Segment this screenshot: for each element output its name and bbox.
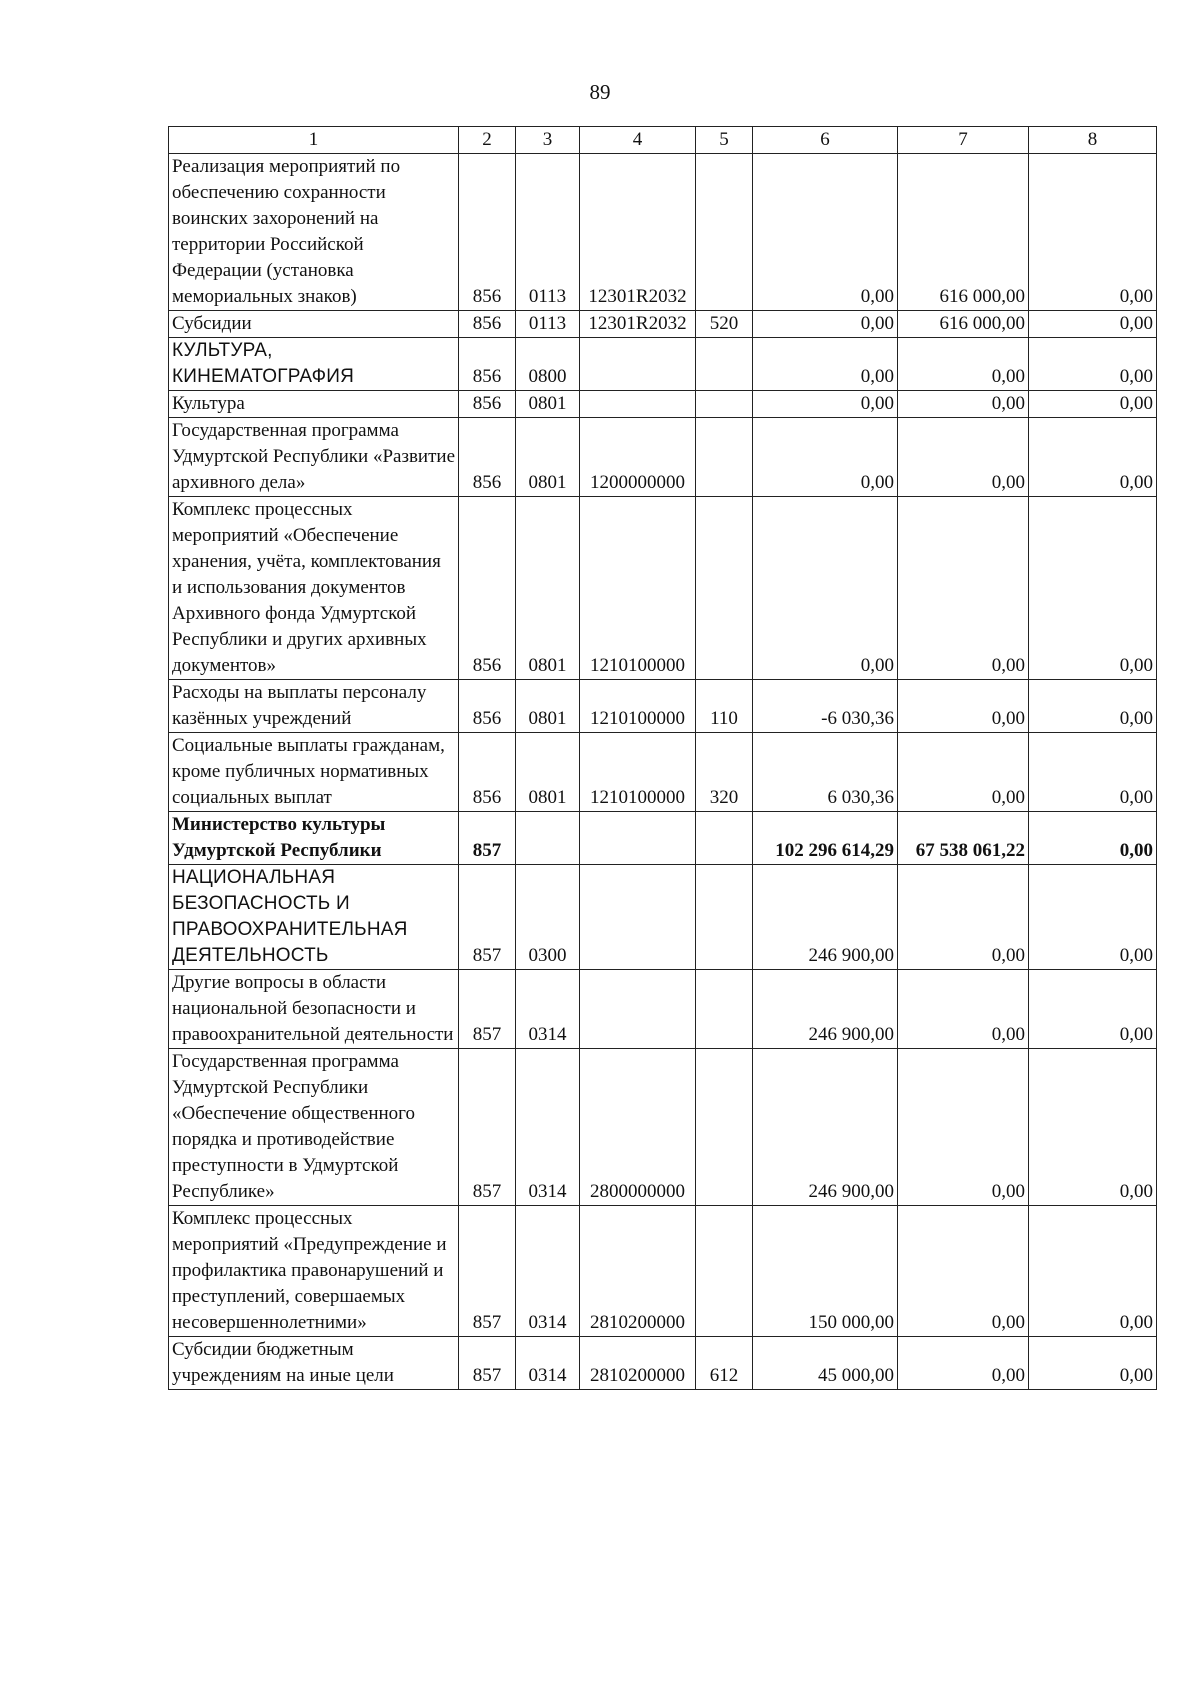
cell-c6: 0,00 [753, 497, 898, 680]
cell-c5 [696, 418, 753, 497]
row-name: Культура [169, 391, 459, 418]
cell-c5 [696, 812, 753, 865]
table-row [169, 1206, 1157, 1337]
cell-c2: 857 [459, 1206, 516, 1337]
table-row [169, 391, 1157, 418]
cell-c3: 0314 [516, 970, 580, 1049]
cell-c3: 0801 [516, 497, 580, 680]
cell-c2: 857 [459, 1337, 516, 1390]
cell-c8: 0,00 [1029, 680, 1157, 733]
cell-c8: 0,00 [1029, 970, 1157, 1049]
budget-table [168, 126, 1157, 1390]
cell-c8: 0,00 [1029, 154, 1157, 311]
cell-c6: 0,00 [753, 418, 898, 497]
row-name: Расходы на выплаты персоналу казённых учреждений [169, 680, 459, 733]
cell-c6: 102 296 614,29 [753, 812, 898, 865]
cell-c2: 856 [459, 418, 516, 497]
cell-c4 [580, 391, 696, 418]
cell-c8: 0,00 [1029, 391, 1157, 418]
cell-c2: 857 [459, 865, 516, 970]
cell-c7: 0,00 [898, 970, 1029, 1049]
cell-c8: 0,00 [1029, 1206, 1157, 1337]
cell-c2: 856 [459, 733, 516, 812]
table-row [169, 497, 1157, 680]
cell-c5: 612 [696, 1337, 753, 1390]
cell-c8: 0,00 [1029, 812, 1157, 865]
table-row [169, 680, 1157, 733]
cell-c2: 856 [459, 311, 516, 338]
cell-c8: 0,00 [1029, 311, 1157, 338]
cell-c7: 0,00 [898, 418, 1029, 497]
cell-c2: 856 [459, 680, 516, 733]
row-name: Государственная программа Удмуртской Республики «Развитие архивного дела» [169, 418, 459, 497]
cell-c5 [696, 970, 753, 1049]
cell-c7: 0,00 [898, 1337, 1029, 1390]
table-header-row [169, 127, 1157, 154]
row-name: Субсидии [169, 311, 459, 338]
cell-c2: 856 [459, 497, 516, 680]
table-row [169, 1049, 1157, 1206]
row-name: Субсидии бюджетным учреждениям на иные цели [169, 1337, 459, 1390]
cell-c5: 320 [696, 733, 753, 812]
cell-c7: 67 538 061,22 [898, 812, 1029, 865]
column-header: 4 [580, 127, 696, 154]
cell-c8: 0,00 [1029, 733, 1157, 812]
page-number: 89 [589, 80, 611, 104]
cell-c4: 1210100000 [580, 497, 696, 680]
cell-c7: 0,00 [898, 680, 1029, 733]
row-name: Государственная программа Удмуртской Республики «Обеспечение общественного порядка и противодействие преступности в Удмуртской Республике» [169, 1049, 459, 1206]
cell-c8: 0,00 [1029, 865, 1157, 970]
cell-c5: 110 [696, 680, 753, 733]
cell-c4 [580, 338, 696, 391]
row-name: Министерство культуры Удмуртской Республики [169, 812, 459, 865]
cell-c6: 246 900,00 [753, 970, 898, 1049]
cell-c7: 0,00 [898, 338, 1029, 391]
table-row [169, 311, 1157, 338]
table-row [169, 812, 1157, 865]
cell-c6: -6 030,36 [753, 680, 898, 733]
cell-c5 [696, 391, 753, 418]
row-name: Социальные выплаты гражданам, кроме публичных нормативных социальных выплат [169, 733, 459, 812]
cell-c4: 1200000000 [580, 418, 696, 497]
column-header: 5 [696, 127, 753, 154]
cell-c3: 0800 [516, 338, 580, 391]
cell-c5: 520 [696, 311, 753, 338]
cell-c3: 0801 [516, 391, 580, 418]
cell-c7: 616 000,00 [898, 311, 1029, 338]
cell-c6: 45 000,00 [753, 1337, 898, 1390]
cell-c5 [696, 154, 753, 311]
cell-c5 [696, 1049, 753, 1206]
table-row [169, 338, 1157, 391]
row-name: Другие вопросы в области национальной безопасности и правоохранительной деятельности [169, 970, 459, 1049]
cell-c8: 0,00 [1029, 418, 1157, 497]
cell-c4: 2800000000 [580, 1049, 696, 1206]
cell-c8: 0,00 [1029, 338, 1157, 391]
cell-c7: 0,00 [898, 497, 1029, 680]
row-name: Комплекс процессных мероприятий «Обеспечение хранения, учёта, комплектования и использования документов Архивного фонда Удмуртской Республики и других архивных документов» [169, 497, 459, 680]
cell-c4: 2810200000 [580, 1337, 696, 1390]
table-row [169, 1337, 1157, 1390]
cell-c4: 1210100000 [580, 733, 696, 812]
cell-c6: 246 900,00 [753, 865, 898, 970]
column-header: 8 [1029, 127, 1157, 154]
cell-c4: 2810200000 [580, 1206, 696, 1337]
column-header: 2 [459, 127, 516, 154]
cell-c7: 0,00 [898, 391, 1029, 418]
cell-c6: 0,00 [753, 338, 898, 391]
table-row [169, 865, 1157, 970]
cell-c3: 0314 [516, 1206, 580, 1337]
cell-c2: 856 [459, 391, 516, 418]
cell-c5 [696, 338, 753, 391]
cell-c4 [580, 970, 696, 1049]
cell-c6: 0,00 [753, 311, 898, 338]
cell-c3: 0113 [516, 311, 580, 338]
cell-c3: 0801 [516, 733, 580, 812]
cell-c7: 0,00 [898, 1049, 1029, 1206]
row-name: Комплекс процессных мероприятий «Предупреждение и профилактика правонарушений и преступлений, совершаемых несовершеннолетними» [169, 1206, 459, 1337]
cell-c7: 616 000,00 [898, 154, 1029, 311]
column-header: 6 [753, 127, 898, 154]
cell-c4 [580, 865, 696, 970]
cell-c4 [580, 812, 696, 865]
cell-c4: 12301R2032 [580, 154, 696, 311]
cell-c6: 0,00 [753, 154, 898, 311]
column-header: 3 [516, 127, 580, 154]
cell-c4: 12301R2032 [580, 311, 696, 338]
cell-c7: 0,00 [898, 733, 1029, 812]
table-row [169, 733, 1157, 812]
cell-c7: 0,00 [898, 865, 1029, 970]
cell-c3: 0300 [516, 865, 580, 970]
column-header: 1 [169, 127, 459, 154]
cell-c2: 857 [459, 1049, 516, 1206]
table-row [169, 418, 1157, 497]
table-row [169, 970, 1157, 1049]
row-name: НАЦИОНАЛЬНАЯ БЕЗОПАСНОСТЬ И ПРАВООХРАНИТЕЛЬНАЯ ДЕЯТЕЛЬНОСТЬ [169, 865, 459, 970]
cell-c8: 0,00 [1029, 497, 1157, 680]
cell-c3: 0113 [516, 154, 580, 311]
cell-c3: 0314 [516, 1337, 580, 1390]
cell-c8: 0,00 [1029, 1049, 1157, 1206]
cell-c2: 857 [459, 812, 516, 865]
cell-c3: 0801 [516, 680, 580, 733]
cell-c6: 0,00 [753, 391, 898, 418]
cell-c5 [696, 865, 753, 970]
row-name: Реализация мероприятий по обеспечению сохранности воинских захоронений на территории Российской Федерации (установка мемориальных знаков) [169, 154, 459, 311]
cell-c3: 0314 [516, 1049, 580, 1206]
cell-c3 [516, 812, 580, 865]
cell-c6: 246 900,00 [753, 1049, 898, 1206]
cell-c3: 0801 [516, 418, 580, 497]
column-header: 7 [898, 127, 1029, 154]
cell-c2: 857 [459, 970, 516, 1049]
cell-c5 [696, 497, 753, 680]
cell-c8: 0,00 [1029, 1337, 1157, 1390]
cell-c5 [696, 1206, 753, 1337]
cell-c6: 6 030,36 [753, 733, 898, 812]
table-row [169, 154, 1157, 311]
cell-c4: 1210100000 [580, 680, 696, 733]
cell-c2: 856 [459, 338, 516, 391]
cell-c6: 150 000,00 [753, 1206, 898, 1337]
cell-c7: 0,00 [898, 1206, 1029, 1337]
cell-c2: 856 [459, 154, 516, 311]
row-name: КУЛЬТУРА, КИНЕМАТОГРАФИЯ [169, 338, 459, 391]
